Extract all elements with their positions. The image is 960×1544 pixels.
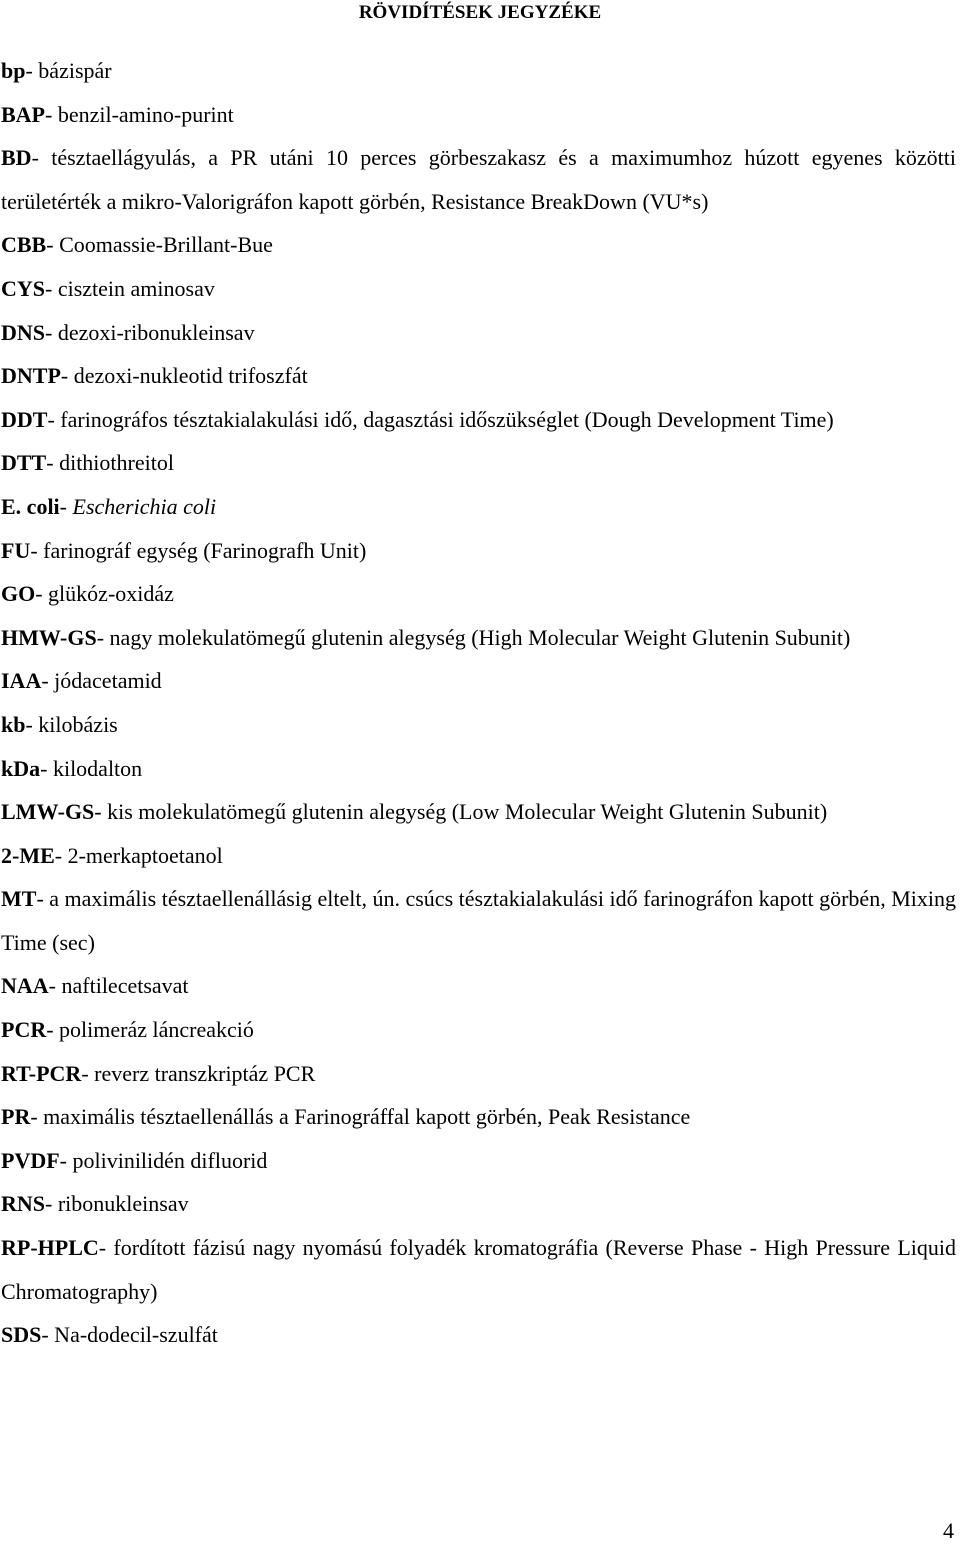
abbreviation-list [1,49,956,1357]
abbreviation-entry [1,354,956,398]
abbreviation-definition: - polimeráz láncreakció [46,1017,254,1043]
abbreviation-entry [1,136,956,223]
abbreviation-entry [1,834,956,878]
abbreviation-entry [1,616,956,660]
abbreviation-entry [1,747,956,791]
abbreviation-entry [1,1052,956,1096]
abbreviation-entry [1,877,956,964]
abbreviation-definition: - dezoxi-ribonukleinsav [45,319,255,345]
abbreviation-definition: - kis molekulatömegű glutenin alegység (Low Molecular Weight Glutenin Subunit) [94,799,828,825]
abbreviation-term: kDa [1,755,41,781]
abbreviation-term: LMW-GS [1,799,95,825]
abbreviation-definition: - Coomassie-Brillant-Bue [46,232,273,258]
abbreviation-term: SDS [1,1322,42,1348]
abbreviation-definition: - a maximális tésztaellenállásig eltelt, ún. csúcs tésztakialakulási idő farinográfon kapott görbén, Mixing Time (sec) [1,886,956,955]
abbreviation-term: E. coli [1,493,60,519]
abbreviation-term: DDT [1,406,48,432]
abbreviation-definition: - glükóz-oxidáz [35,581,174,607]
abbreviation-entry [1,398,956,442]
abbreviation-term: BD [1,145,32,171]
abbreviation-definition: - bázispár [25,58,112,83]
abbreviation-entry [1,659,956,703]
abbreviation-definition: - kilobázis [25,711,118,737]
abbreviation-entry [1,223,956,267]
abbreviation-term: CYS [1,275,46,301]
abbreviation-term: PVDF [1,1147,60,1173]
abbreviation-entry [1,93,956,137]
abbreviation-definition: - cisztein aminosav [45,275,215,301]
abbreviation-definition: - dithiothreitol [46,450,174,476]
abbreviation-term: MT [1,886,37,912]
abbreviation-definition: - polivinilidén difluorid [59,1147,268,1173]
abbreviation-term: CBB [1,232,47,258]
abbreviation-term: RNS [1,1191,46,1217]
abbreviation-definition: - jódacetamid [41,668,162,694]
abbreviation-entry [1,703,956,747]
abbreviation-term: RP-HPLC [1,1235,99,1261]
abbreviation-term: DNTP [1,363,61,389]
abbreviation-definition: - farinográf egység (Farinografh Unit) [30,537,367,563]
abbreviation-definition: - farinográfos tésztakialakulási idő, dagasztási időszükséglet (Dough Development Time) [47,406,834,432]
abbreviation-entry [1,790,956,834]
page-number: 4 [943,1518,954,1543]
abbreviation-term: kb [1,711,26,737]
abbreviation-term: BAP [1,101,45,127]
abbreviation-definition: - maximális tésztaellenállás a Farinográffal kapott görbén, Peak Resistance [30,1104,691,1130]
abbreviation-definition: - nagy molekulatömegű glutenin alegység (High Molecular Weight Glutenin Subunit) [96,624,851,650]
abbreviation-entry [1,1008,956,1052]
abbreviation-entry [1,1182,956,1226]
page-title: RÖVIDÍTÉSEK JEGYZÉKE [358,2,602,23]
abbreviation-definition: - kilodalton [40,755,143,781]
abbreviation-term: IAA [1,668,42,694]
abbreviation-entry [1,267,956,311]
abbreviation-term: RT-PCR [1,1060,82,1086]
abbreviation-entry [1,529,956,573]
abbreviation-entry [1,441,956,485]
abbreviation-term: DTT [1,450,47,476]
abbreviation-entry [1,1139,956,1183]
abbreviation-entry [1,485,956,529]
abbreviation-definition: - benzil-amino-purint [45,101,234,127]
abbreviation-definition: - dezoxi-nukleotid trifoszfát [60,363,308,389]
abbreviation-entry [1,1313,956,1357]
abbreviation-definition: - reverz transzkriptáz PCR [81,1060,316,1086]
abbreviation-term: DNS [1,319,46,345]
species-name: Escherichia coli [72,493,217,519]
abbreviation-term: bp [1,58,26,83]
abbreviation-entry [1,311,956,355]
abbreviation-definition: - ribonukleinsav [45,1191,189,1217]
abbreviation-definition: - naftilecetsavat [48,973,189,999]
abbreviation-entry [1,964,956,1008]
abbreviation-entry [1,1095,956,1139]
abbreviation-definition: - tésztaellágyulás, a PR utáni 10 perces görbeszakasz és a maximumhoz húzott egyenes közötti területérték a mikro-Valorigráfon kapott görbén, Resistance BreakDown (VU*s) [1,145,956,214]
abbreviation-entry [1,49,956,93]
abbreviation-definition: - [59,493,73,519]
abbreviation-term: HMW-GS [1,624,97,650]
abbreviation-entry [1,1226,956,1313]
abbreviation-definition: - 2-merkaptoetanol [54,842,223,868]
abbreviation-term: GO [1,581,36,607]
abbreviation-definition: - Na-dodecil-szulfát [41,1322,218,1348]
abbreviation-entry [1,572,956,616]
abbreviation-term: PR [1,1104,31,1130]
abbreviation-term: FU [1,537,31,563]
abbreviation-term: 2-ME [1,842,55,868]
abbreviation-term: NAA [1,973,49,999]
abbreviation-term: PCR [1,1017,47,1043]
abbreviation-definition: - fordított fázisú nagy nyomású folyadék kromatográfia (Reverse Phase - High Pressure Liquid Chromatography) [1,1235,956,1304]
